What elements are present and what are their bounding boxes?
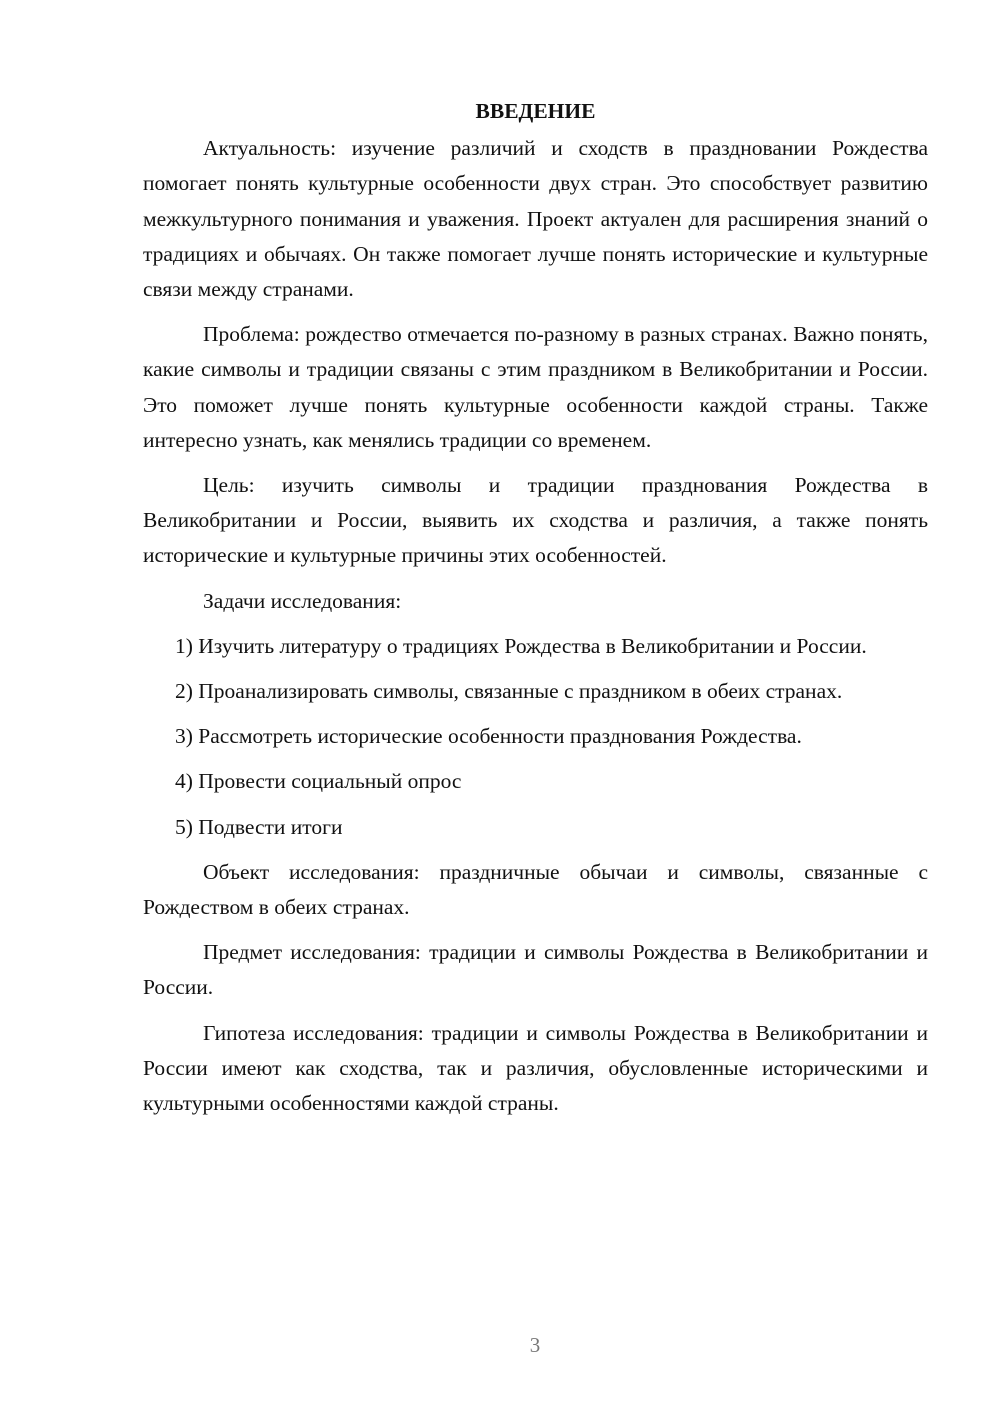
page-number: 3 — [529, 1333, 541, 1357]
paragraph-relevance: Актуальность: изучение различий и сходств в праздновании Рождества помогает понять культурные особенности двух стран. Это способствует развитию межкультурного понимания и уважения. Проект актуален для расширения знаний о традициях и обычаях. Он также помогает лучше понять исторические и культурные связи между странами. — [143, 136, 928, 302]
task-item-3: 3) Рассмотреть исторические особенности празднования Рождества. — [175, 724, 802, 749]
paragraph-object: Объект исследования: праздничные обычаи и символы, связанные с Рождеством в обеих странах. — [143, 859, 928, 920]
paragraph-goal: Цель: изучить символы и традиции празднования Рождества в Великобритании и России, выявить их сходства и различия, а также понять исторические и культурные причины этих особенностей. — [143, 473, 928, 568]
task-item-2: 2) Проанализировать символы, связанные с праздником в обеих странах. — [175, 679, 843, 704]
paragraph-problem: Проблема: рождество отмечается по-разному в разных странах. Важно понять, какие символы и традиции связаны с этим праздником в Великобритании и России. Это поможет лучше понять культурные особенности каждой страны. Также интересно узнать, как менялись традиции со временем. — [143, 322, 928, 452]
paragraph-subject: Предмет исследования: традиции и символы Рождества в Великобритании и России. — [143, 940, 928, 1000]
document-page — [143, 94, 928, 1131]
task-item-4: 4) Провести социальный опрос — [175, 769, 462, 794]
tasks-list — [143, 629, 928, 845]
task-item-5: 5) Подвести итоги — [175, 814, 343, 839]
paragraph-hypothesis: Гипотеза исследования: традиции и символы Рождества в Великобритании и России имеют как сходства, так и различия, обусловленные историческими и культурными особенностями каждой страны. — [143, 1020, 928, 1116]
tasks-heading: Задачи исследования: — [203, 588, 402, 613]
section-title: ВВЕДЕНИЕ — [475, 99, 596, 123]
task-item-1: 1) Изучить литературу о традициях Рождества в Великобритании и России. — [175, 633, 867, 658]
